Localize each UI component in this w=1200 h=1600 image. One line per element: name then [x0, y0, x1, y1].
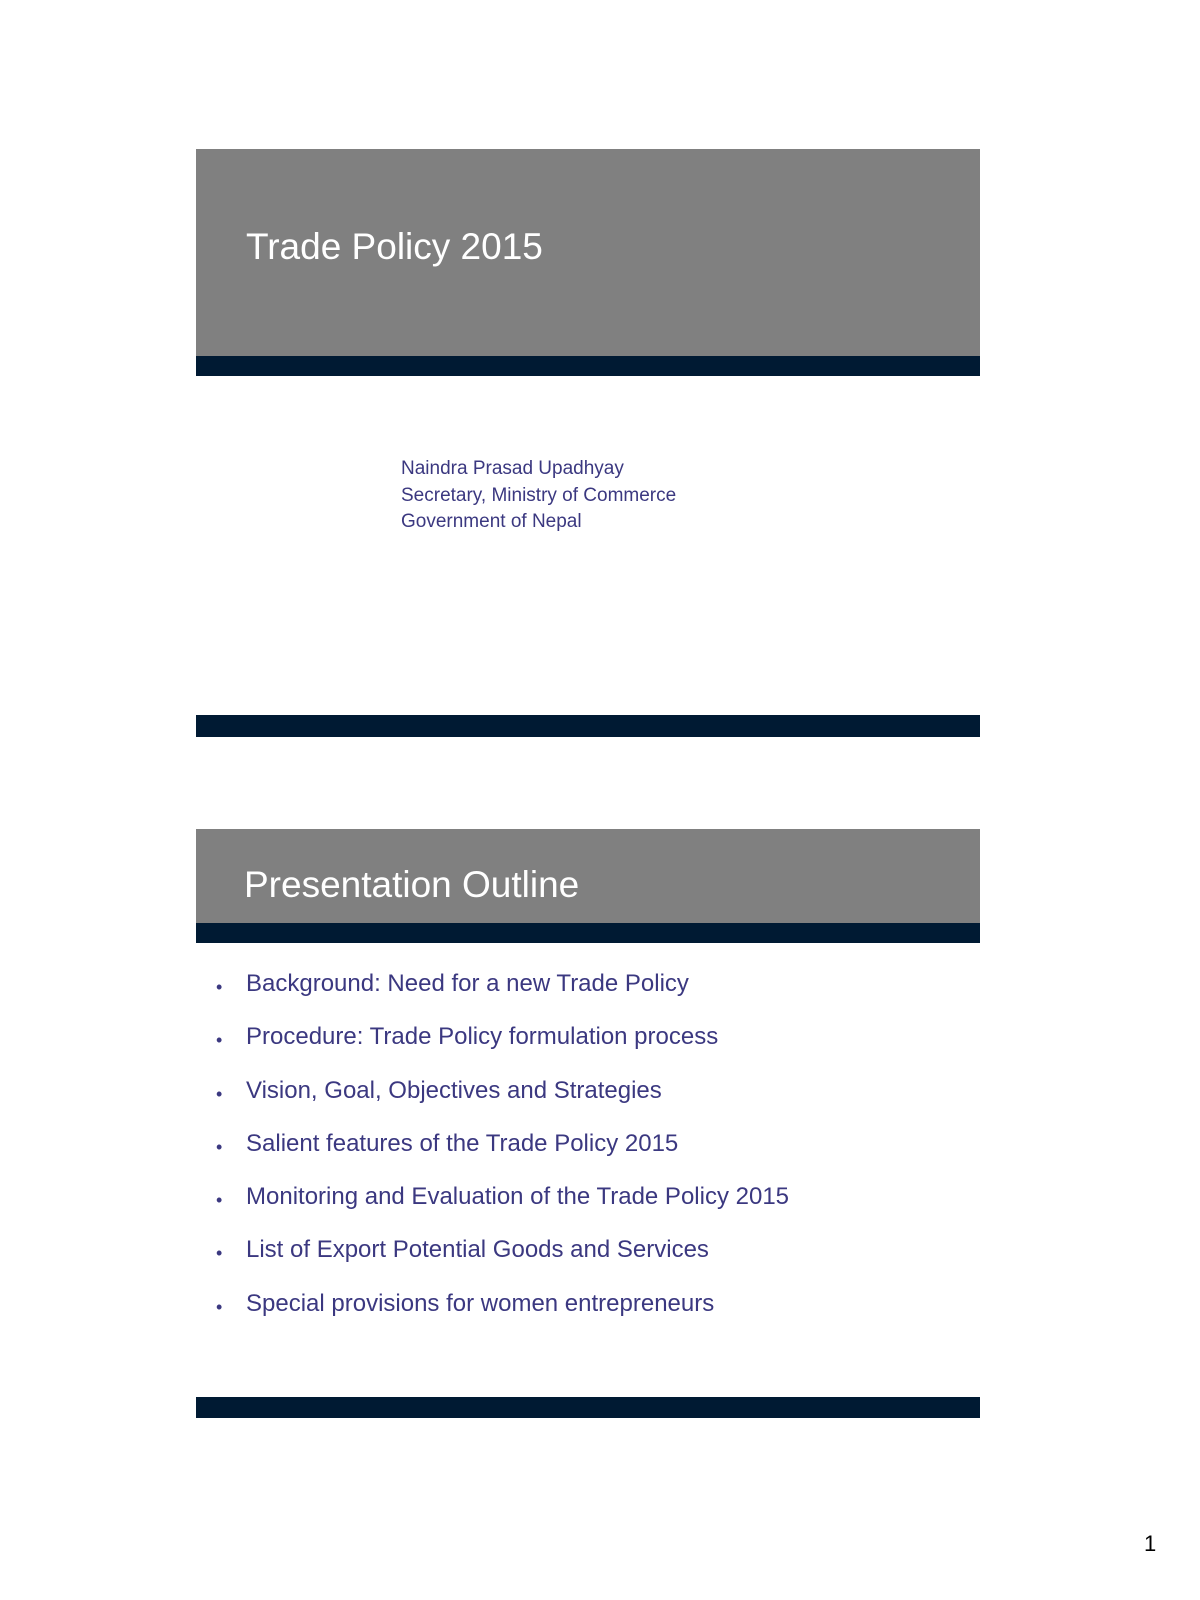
list-item: [216, 970, 789, 1023]
page-number: 1: [1144, 1531, 1157, 1556]
author-organization: Government of Nepal: [401, 511, 582, 532]
slide-2-header-bar: [196, 923, 980, 943]
bullet-icon: •: [216, 1136, 223, 1157]
bullet-icon: •: [216, 1190, 223, 1211]
list-item-text: Salient features of the Trade Policy 2015: [246, 1129, 679, 1157]
slide-1-footer-bar: [196, 715, 980, 737]
list-item-text: Vision, Goal, Objectives and Strategies: [246, 1076, 662, 1104]
list-item: [216, 1077, 789, 1130]
bullet-icon: •: [216, 977, 223, 997]
list-item-text: Monitoring and Evaluation of the Trade Policy 2015: [246, 1183, 790, 1211]
bullet-icon: •: [216, 1030, 223, 1051]
list-item: [216, 1023, 789, 1076]
author-block: [401, 456, 676, 536]
slide-2-footer-bar: [196, 1397, 980, 1418]
slide-1-header-bar: [196, 356, 980, 376]
list-item: [216, 1183, 789, 1236]
slide-2-title: Presentation Outline: [244, 864, 580, 905]
bullet-icon: •: [216, 1083, 223, 1104]
bullet-icon: •: [216, 1296, 223, 1317]
list-item: [216, 1130, 789, 1183]
outline-list: [216, 970, 789, 1343]
list-item-text: Background: Need for a new Trade Policy: [246, 970, 689, 997]
list-item-text: List of Export Potential Goods and Services: [246, 1236, 709, 1264]
author-name: Naindra Prasad Upadhyay: [401, 458, 624, 479]
list-item: [216, 1236, 789, 1289]
list-item: [216, 1290, 789, 1343]
slide-1-title: Trade Policy 2015: [246, 226, 543, 267]
list-item-text: Special provisions for women entrepreneurs: [246, 1289, 715, 1317]
bullet-icon: •: [216, 1243, 223, 1264]
list-item-text: Procedure: Trade Policy formulation process: [246, 1023, 719, 1051]
author-position: Secretary, Ministry of Commerce: [401, 484, 677, 506]
